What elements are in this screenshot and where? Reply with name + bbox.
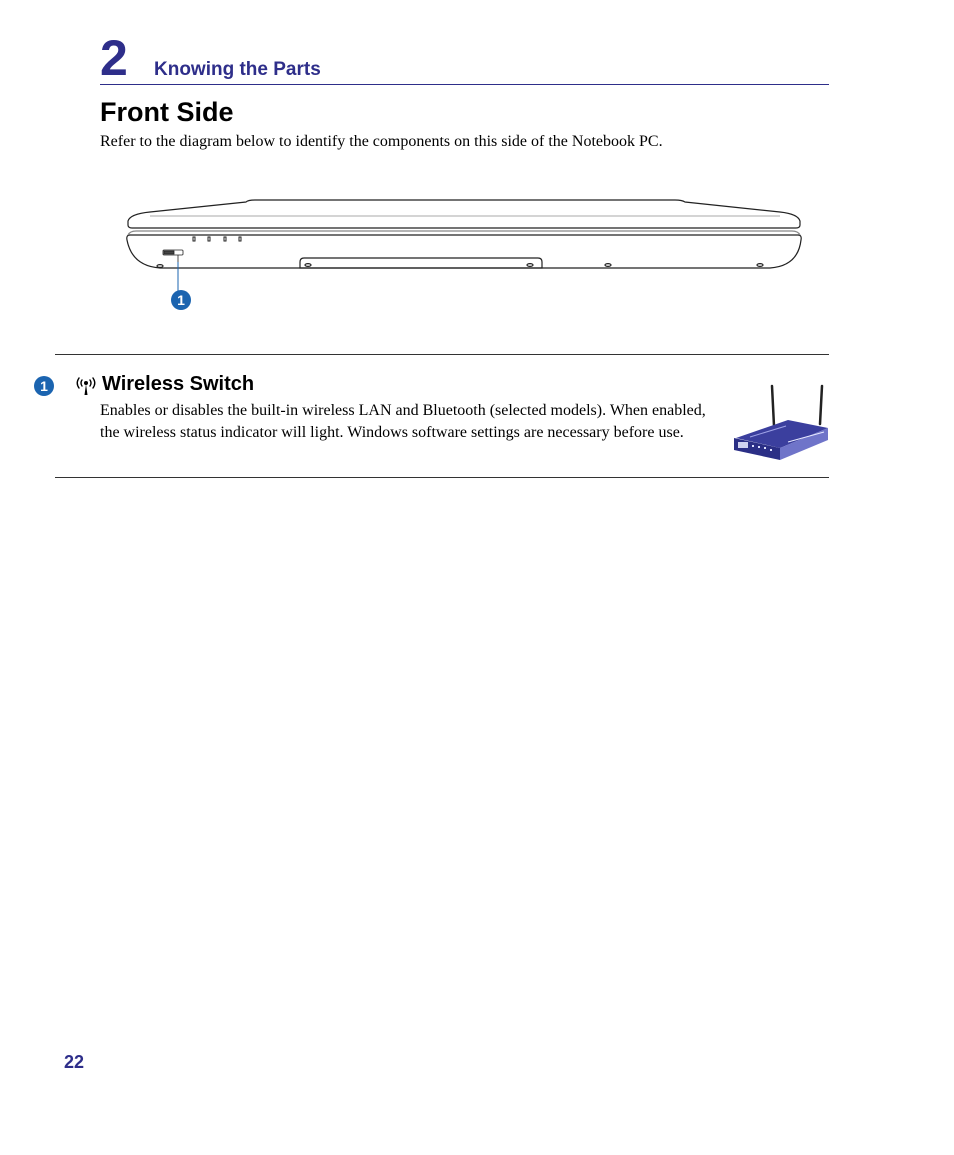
status-indicators [193,237,241,241]
section-rule-top [55,354,829,355]
chapter-number: 2 [100,30,128,86]
section-rule-bottom [55,477,829,478]
chapter-title: Knowing the Parts [154,59,321,80]
wireless-switch [163,250,183,262]
diagram-callout [171,290,191,310]
wireless-router-image [728,382,830,464]
intro-text: Refer to the diagram below to identify the components on this side of the Notebook PC. [100,133,663,150]
item-title: Wireless Switch [102,373,255,395]
item-description: Enables or disables the built-in wireless LAN and Bluetooth (selected models). When enabled, the wireless status indicator will light. Windows software settings are necessary before use. [100,402,706,441]
item-number: 1 [34,376,54,396]
notebook-base [127,235,801,268]
notebook-lid [128,200,800,228]
page-title: Front Side [100,97,234,127]
front-panel [300,258,542,268]
page-number: 22 [64,1052,85,1072]
wireless-antenna-icon [75,374,97,396]
chapter-divider [100,84,829,85]
diagram-callout-label: 1 [177,292,185,308]
notebook-front-diagram [120,192,810,322]
